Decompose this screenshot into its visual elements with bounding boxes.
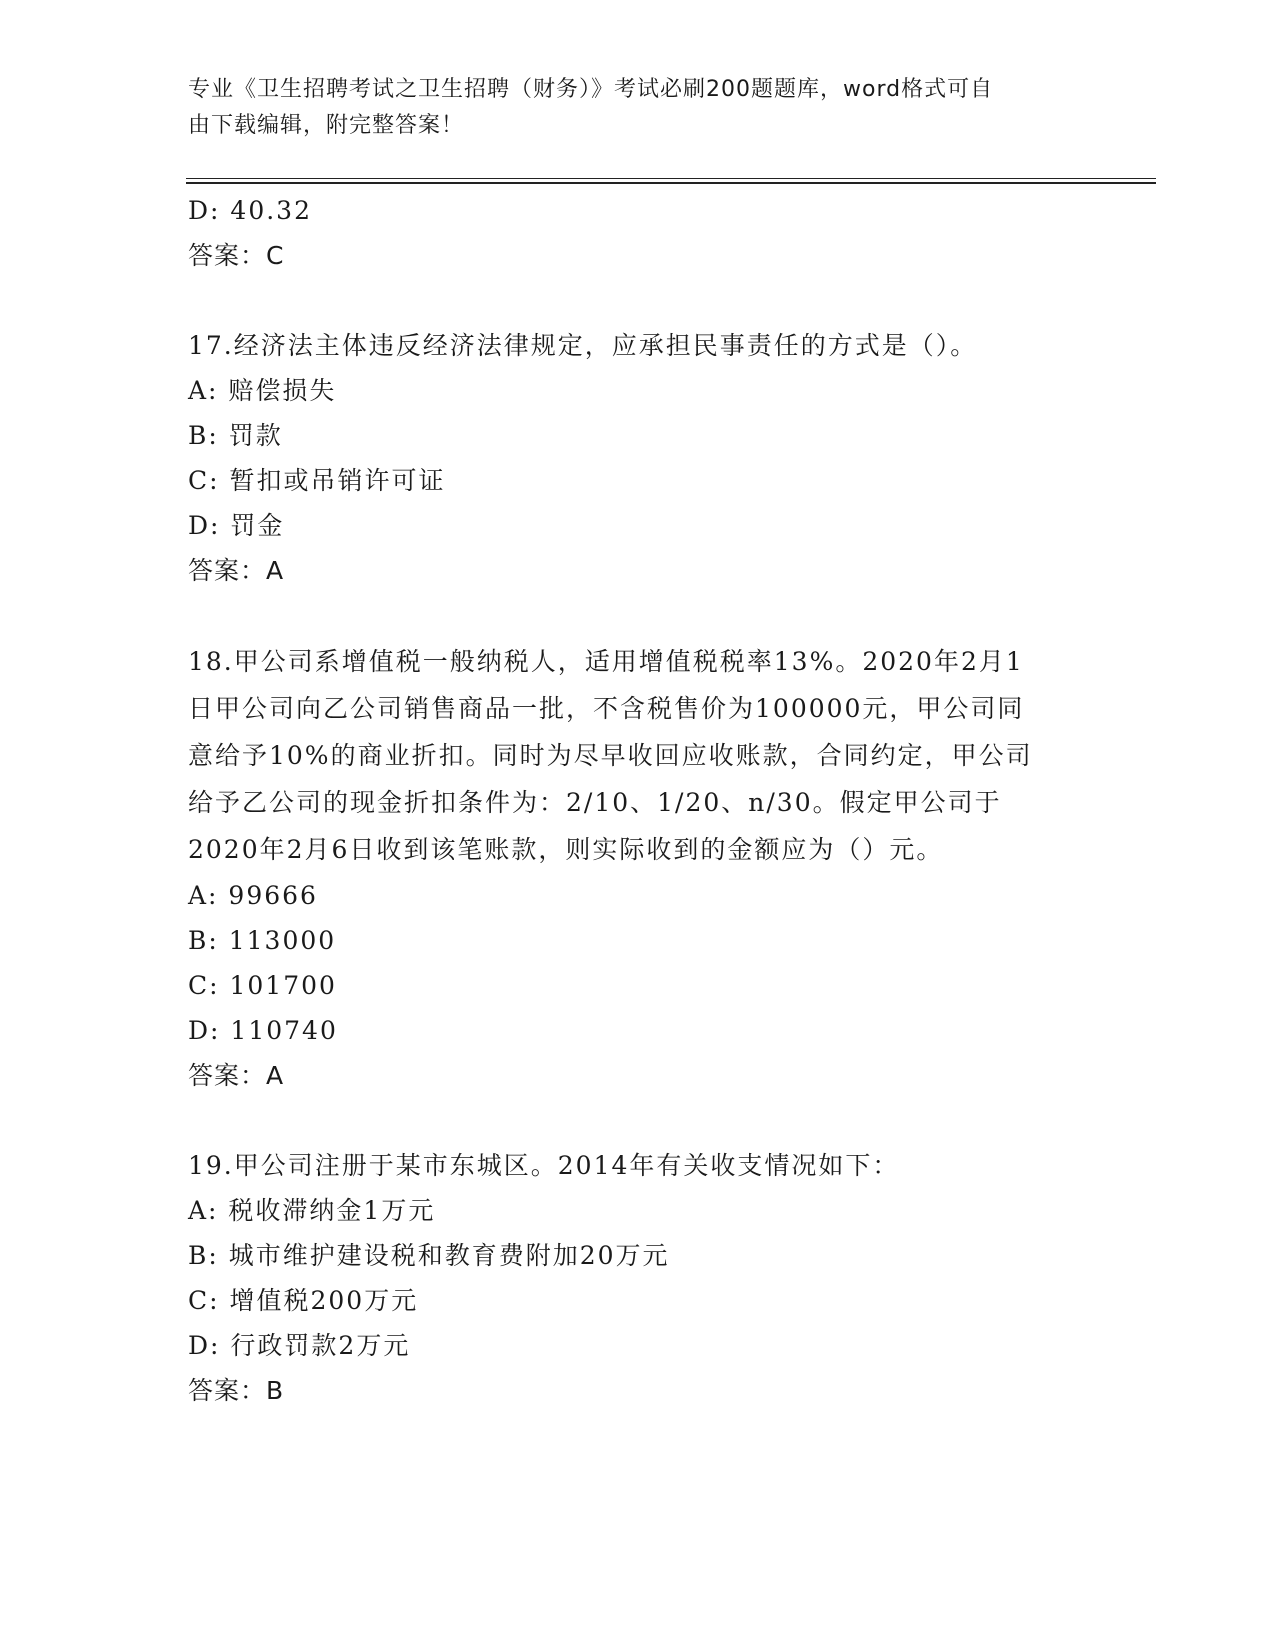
option-d: D: 罚金	[188, 511, 285, 540]
option-b: B: 113000	[188, 926, 337, 955]
spacer	[188, 593, 1088, 638]
header-rule-thick	[186, 182, 1156, 184]
header-line-1: 专业《卫生招聘考试之卫生招聘（财务）》考试必刷200题题库，word格式可自	[188, 77, 994, 102]
question-stem: 17.经济法主体违反经济法律规定，应承担民事责任的方式是（）。	[188, 331, 978, 360]
question-stem-line: 日甲公司向乙公司销售商品一批，不含税售价为100000元，甲公司同	[188, 694, 1025, 723]
option-d: D: 110740	[188, 1016, 338, 1045]
option-d: D: 40.32	[188, 196, 312, 225]
question-content	[188, 188, 1088, 1413]
question-17	[188, 323, 1088, 593]
question-stem-line: 18.甲公司系增值税一般纳税人，适用增值税税率13%。2020年2月1	[188, 647, 1024, 676]
option-b: B: 罚款	[188, 421, 283, 450]
question-18	[188, 638, 1088, 1098]
document-header	[188, 72, 1068, 144]
option-a: A: 99666	[188, 881, 318, 910]
question-stem: 19.甲公司注册于某市东城区。2014年有关收支情况如下：	[188, 1151, 900, 1180]
option-c: C: 暂扣或吊销许可证	[188, 466, 446, 495]
option-a: A: 税收滞纳金1万元	[188, 1196, 436, 1225]
question-stem-line: 意给予10%的商业折扣。同时为尽早收回应收账款，合同约定，甲公司	[188, 741, 1033, 770]
header-rule-thin	[186, 178, 1156, 179]
answer-line: 答案：A	[188, 556, 285, 585]
option-a: A: 赔偿损失	[188, 376, 337, 405]
spacer	[188, 1098, 1088, 1143]
option-b: B: 城市维护建设税和教育费附加20万元	[188, 1241, 670, 1270]
question-stem-line: 给予乙公司的现金折扣条件为：2/10、1/20、n/30。假定甲公司于	[188, 788, 1002, 817]
option-d: D: 行政罚款2万元	[188, 1331, 411, 1360]
answer-line: 答案：C	[188, 241, 285, 270]
previous-question-tail	[188, 188, 1088, 278]
question-19	[188, 1143, 1088, 1413]
answer-line: 答案：A	[188, 1061, 285, 1090]
question-stem-line: 2020年2月6日收到该笔账款，则实际收到的金额应为（）元。	[188, 835, 944, 864]
option-c: C: 101700	[188, 971, 337, 1000]
header-line-2: 由下载编辑，附完整答案！	[188, 113, 465, 138]
answer-line: 答案：B	[188, 1376, 285, 1405]
spacer	[188, 278, 1088, 323]
option-c: C: 增值税200万元	[188, 1286, 419, 1315]
